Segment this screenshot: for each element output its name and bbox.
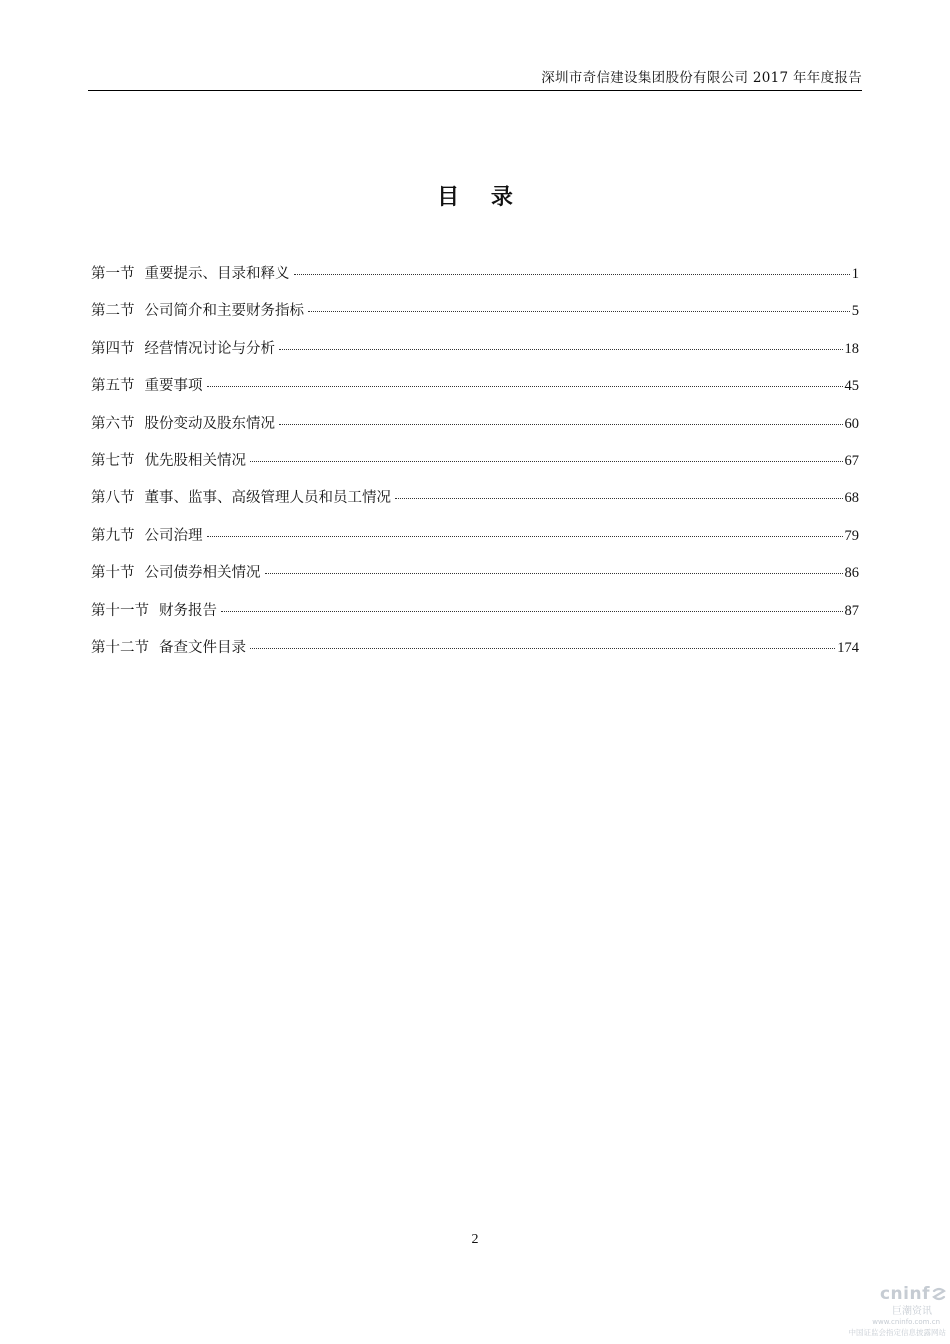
toc-dot-leader xyxy=(250,648,835,649)
toc-dot-leader xyxy=(395,498,843,499)
toc-section-title: 备查文件目录 xyxy=(159,639,246,656)
toc-dot-leader xyxy=(308,311,850,312)
toc-section-number: 第五节 xyxy=(91,378,135,395)
toc-entry[interactable] xyxy=(91,486,859,523)
toc-section-number: 第九节 xyxy=(91,527,135,544)
toc-section-title: 公司债券相关情况 xyxy=(144,565,261,582)
toc-page-number: 87 xyxy=(844,602,859,619)
toc-dot-leader xyxy=(279,424,843,425)
toc-entry[interactable] xyxy=(91,374,859,411)
toc-dot-leader xyxy=(250,461,843,462)
toc-entry[interactable] xyxy=(91,449,859,486)
toc-section-title: 经营情况讨论与分析 xyxy=(144,340,275,357)
toc-dot-leader xyxy=(207,536,843,537)
toc-section-number: 第七节 xyxy=(91,452,135,469)
toc-dot-leader xyxy=(221,611,843,612)
cninfo-watermark xyxy=(840,1284,946,1340)
watermark-logo: cninf xyxy=(840,1284,946,1304)
toc-entry[interactable] xyxy=(91,561,859,598)
toc-section-number: 第十一节 xyxy=(91,602,149,619)
report-title: 深圳市奇信建设集团股份有限公司 2017 年年度报告 xyxy=(541,70,862,86)
toc-page-number: 67 xyxy=(844,452,859,469)
toc-dot-leader xyxy=(207,386,843,387)
toc-page-number: 68 xyxy=(844,490,859,507)
toc-section-number: 第十节 xyxy=(91,565,135,582)
toc-entry[interactable] xyxy=(91,337,859,374)
toc-section-number: 第四节 xyxy=(91,340,135,357)
toc-entry[interactable] xyxy=(91,636,859,673)
toc-entry[interactable] xyxy=(91,412,859,449)
toc-page-number: 79 xyxy=(844,527,859,544)
page-header xyxy=(88,64,862,91)
toc-section-number: 第十二节 xyxy=(91,639,149,656)
toc-section-title: 重要事项 xyxy=(144,378,203,395)
toc-section-title: 财务报告 xyxy=(159,602,217,619)
toc-page-number: 60 xyxy=(844,415,859,432)
watermark-url: www.cninfo.com.cn xyxy=(872,1318,940,1326)
toc-page-number: 45 xyxy=(844,378,859,395)
toc-section-number: 第六节 xyxy=(91,415,135,432)
toc-page-number: 174 xyxy=(837,639,859,656)
toc-section-number: 第二节 xyxy=(91,303,135,320)
watermark-cn-name: 巨潮资讯 xyxy=(892,1306,932,1317)
toc-section-title: 股份变动及股东情况 xyxy=(144,415,275,432)
toc-entry[interactable] xyxy=(91,299,859,336)
table-of-contents xyxy=(91,262,859,673)
toc-section-number: 第八节 xyxy=(91,490,135,507)
toc-dot-leader xyxy=(265,573,843,574)
toc-title: 目 录 xyxy=(437,184,525,210)
watermark-org: 中国证监会指定信息披露网站 xyxy=(848,1328,946,1337)
toc-section-title: 公司治理 xyxy=(144,527,203,544)
toc-page-number: 18 xyxy=(844,340,859,357)
toc-entry[interactable] xyxy=(91,524,859,561)
toc-entry[interactable] xyxy=(91,599,859,636)
toc-entry[interactable] xyxy=(91,262,859,299)
toc-section-title: 董事、监事、高级管理人员和员工情况 xyxy=(144,490,391,507)
toc-section-title: 公司简介和主要财务指标 xyxy=(144,303,304,320)
cninfo-logo-icon xyxy=(932,1287,946,1301)
toc-section-title: 优先股相关情况 xyxy=(144,452,246,469)
toc-page-number: 5 xyxy=(851,303,859,320)
toc-page-number: 1 xyxy=(851,266,859,282)
page-number: 2 xyxy=(471,1232,479,1247)
toc-section-title: 重要提示、目录和释义 xyxy=(144,266,290,282)
toc-page-number: 86 xyxy=(844,565,859,582)
toc-section-number: 第一节 xyxy=(91,266,135,282)
toc-dot-leader xyxy=(279,349,843,350)
toc-dot-leader xyxy=(294,274,850,275)
